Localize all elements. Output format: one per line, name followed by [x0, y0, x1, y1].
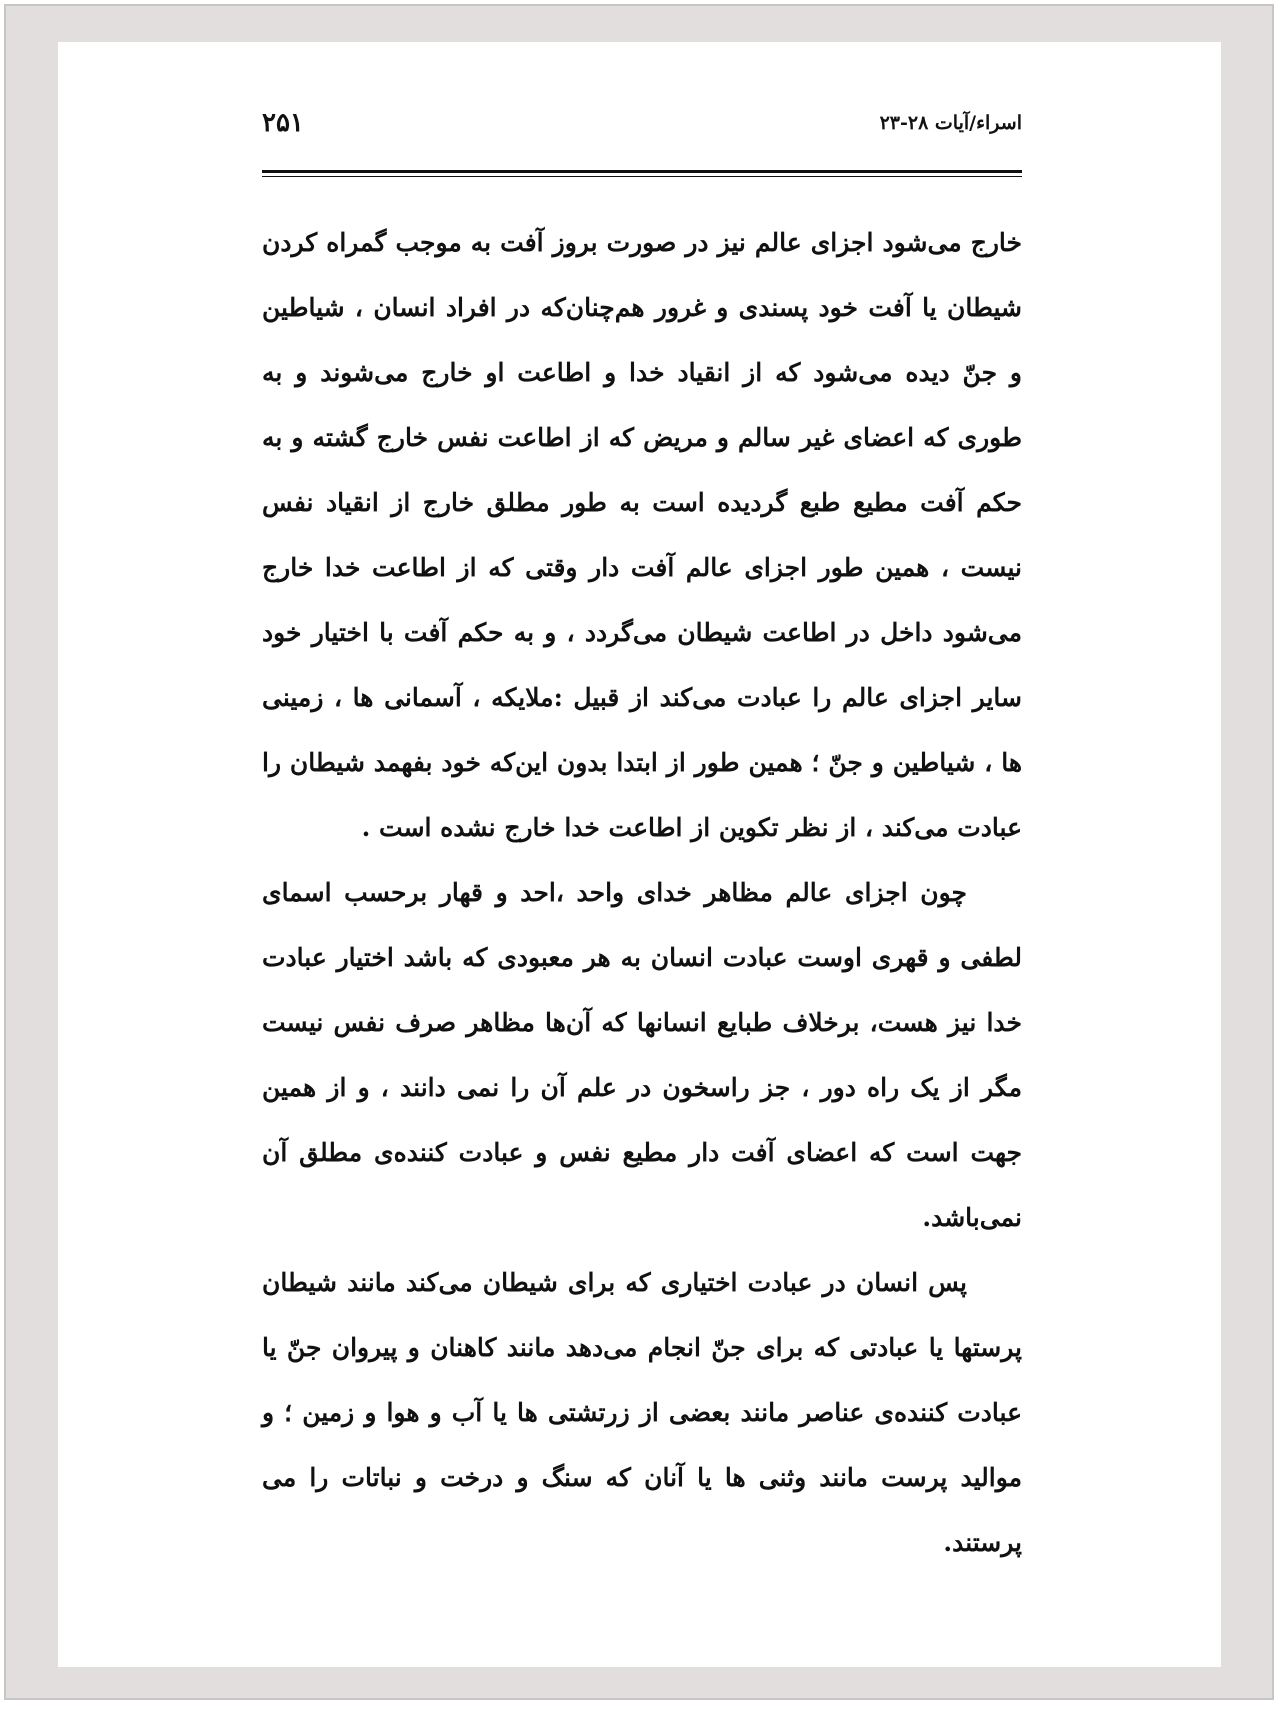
paragraph-3: پس انسان در عبادت اختیاری که برای شیطان می‌کند مانند شیطان پرستها یا عبادتی که برای جنّ انجام می‌دهد مانند کاهنان و پیروان جنّ یا عبادت کننده‌ی عناصر مانند بعضی از زرتشتی ها یا آب و هوا و زمین ؛ و موالید پرست مانند وثنی ها یا آنان که سنگ و درخت و نباتات را می پرستند.: [262, 1268, 1022, 1557]
header-rule-thin: [262, 176, 1022, 177]
paragraph-1: خارج می‌شود اجزای عالم نیز در صورت بروز آفت به موجب گمراه کردن شیطان یا آفت خود پسندی و غرور هم‌چنان‌که در افراد انسان ، شیاطین و جنّ دیده می‌شود که از انقیاد خدا و اطاعت او خارج می‌شوند و به طوری که اعضای غیر سالم و مریض که از اطاعت نفس خارج گشته و به حکم آفت مطیع طبع گردیده است به طور مطلق خارج از انقیاد نفس نیست ، همین طور اجزای عالم آفت دار وقتی که از اطاعت خدا خارج می‌شود داخل در اطاعت شیطان می‌گردد ، و به حکم آفت با اختیار خود سایر اجزای عالم را عبادت می‌کند از قبیل :ملایکه ، آسمانی ها ، زمینی ها ، شیاطین و جنّ ؛ همین طور از ابتدا بدون این‌که خود بفهمد شیطان را عبادت می‌کند ، از نظر تکوین از اطاعت خدا خارج نشده است .: [262, 228, 1023, 842]
header-rule-thick: [262, 170, 1022, 173]
paragraph-2: چون اجزای عالم مظاهر خدای واحد ،احد و قهار برحسب اسمای لطفی و قهری اوست عبادت انسان به هر معبودی که باشد اختیار عبادت خدا نیز هست، برخلاف طبایع انسانها که آن‌ها مظاهر صرف نفس نیست مگر از یک راه دور ، جز راسخون در علم آن را نمی دانند ، و از همین جهت است که اعضای آفت دار مطیع نفس و عبادت کننده‌ی مطلق آن نمی‌باشد.: [262, 878, 1022, 1232]
running-header: [262, 108, 1022, 144]
body-text: [262, 210, 1022, 1575]
page-number: ۲۵۱: [262, 108, 304, 138]
chapter-reference: اسراء/آیات ۲۸-۲۳: [879, 112, 1022, 134]
